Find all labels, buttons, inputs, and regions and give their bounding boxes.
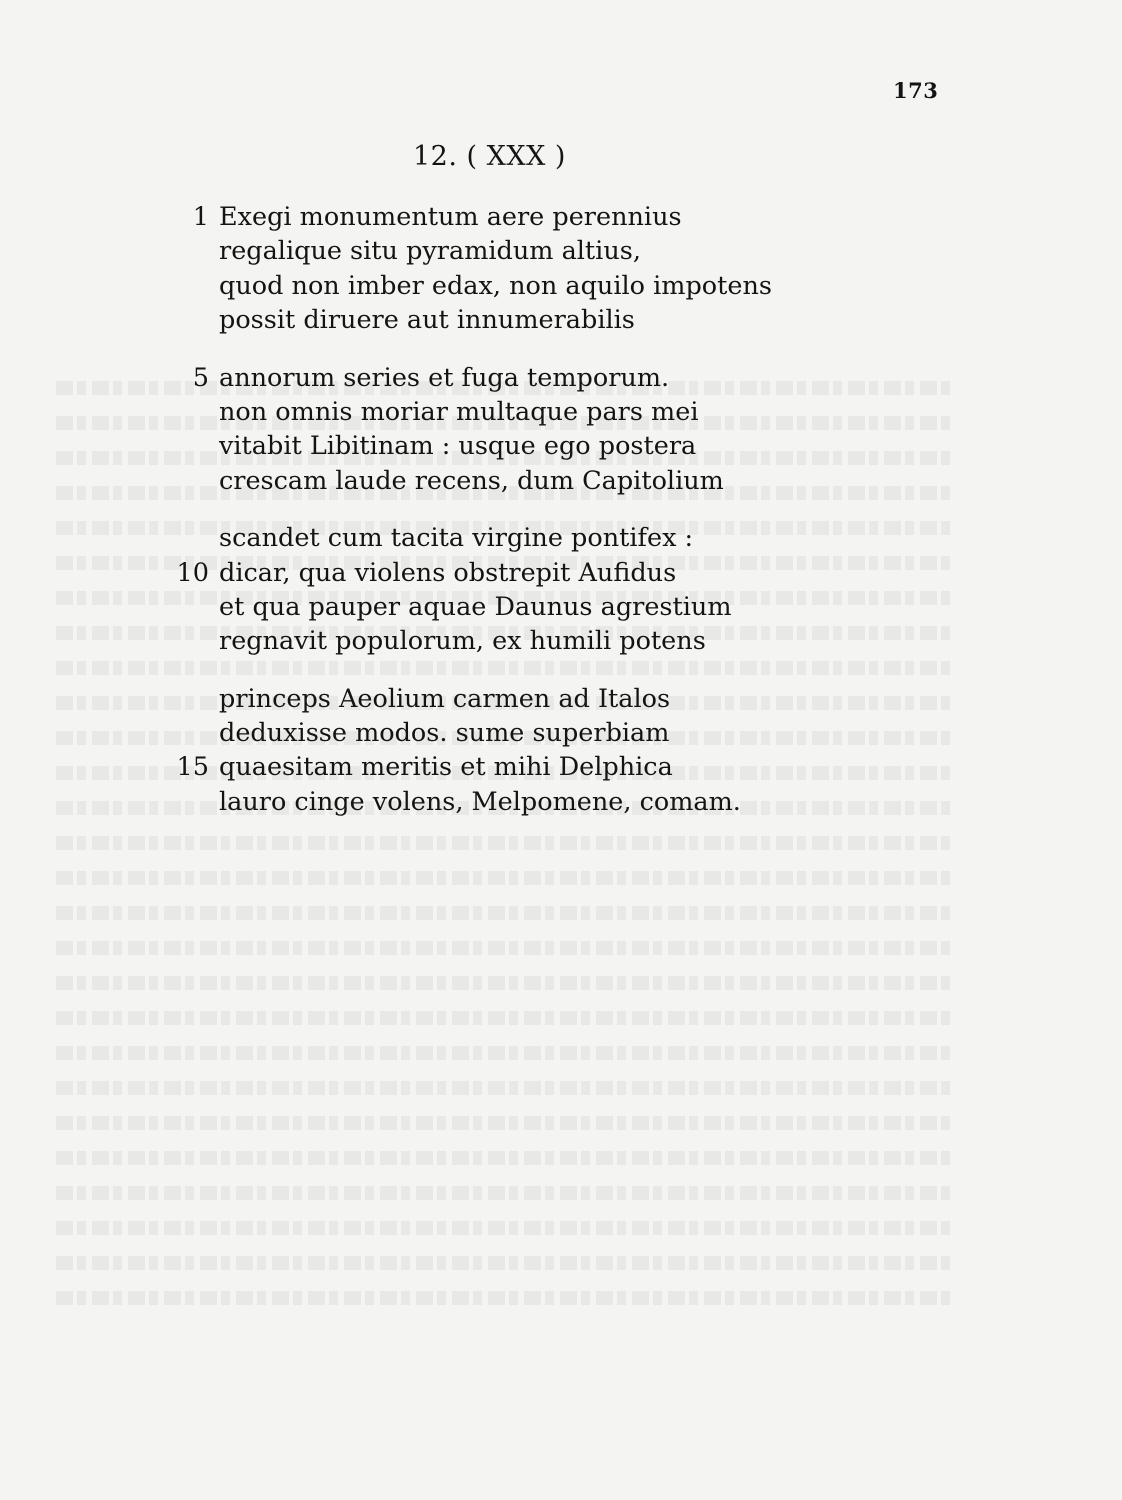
line-number: 10 xyxy=(176,557,209,588)
stanza xyxy=(0,521,1122,659)
poem-title: 12. ( XXX ) xyxy=(413,141,566,172)
poem-line xyxy=(0,556,1122,590)
line-number: 5 xyxy=(192,362,209,393)
poem-line xyxy=(0,303,1122,337)
line-text: deduxisse modos. sume superbiam xyxy=(219,718,670,749)
poem-line xyxy=(0,200,1122,234)
poem-line xyxy=(0,464,1122,498)
line-text: vitabit Libitinam : usque ego postera xyxy=(219,431,697,462)
poem-line xyxy=(0,395,1122,429)
line-text: crescam laude recens, dum Capitolium xyxy=(219,465,724,496)
poem-line xyxy=(0,361,1122,395)
line-text: dicar, qua violens obstrepit Aufidus xyxy=(219,557,677,588)
line-number: 1 xyxy=(192,202,209,232)
line-text: possit diruere aut innumerabilis xyxy=(219,305,635,336)
line-text: quaesitam meritis et mihi Delphica xyxy=(219,752,673,783)
stanza xyxy=(0,200,1122,338)
poem-line xyxy=(0,624,1122,658)
line-text: scandet cum tacita virgine pontifex : xyxy=(219,523,694,554)
line-text: princeps Aeolium carmen ad Italos xyxy=(219,683,671,714)
page-number: 173 xyxy=(893,78,939,103)
line-text: regnavit populorum, ex humili potens xyxy=(219,626,706,657)
line-number: 15 xyxy=(176,752,209,783)
poem-line xyxy=(0,429,1122,463)
poem-line xyxy=(0,716,1122,750)
poem-line xyxy=(0,234,1122,268)
line-text: annorum series et fuga temporum. xyxy=(219,362,670,393)
line-text: et qua pauper aquae Daunus agrestium xyxy=(219,591,732,622)
line-text: Exegi monumentum aere perennius xyxy=(219,202,682,232)
poem-line xyxy=(0,785,1122,819)
poem-body xyxy=(0,200,1122,842)
poem-line xyxy=(0,269,1122,303)
stanza xyxy=(0,682,1122,820)
poem-line xyxy=(0,682,1122,716)
line-text: quod non imber edax, non aquilo impotens xyxy=(219,270,772,301)
line-text: regalique situ pyramidum altius, xyxy=(219,236,641,267)
line-text: lauro cinge volens, Melpomene, comam. xyxy=(219,786,741,817)
poem-line xyxy=(0,750,1122,784)
line-text: non omnis moriar multaque pars mei xyxy=(219,396,699,427)
stanza xyxy=(0,361,1122,499)
poem-line xyxy=(0,521,1122,555)
poem-line xyxy=(0,590,1122,624)
